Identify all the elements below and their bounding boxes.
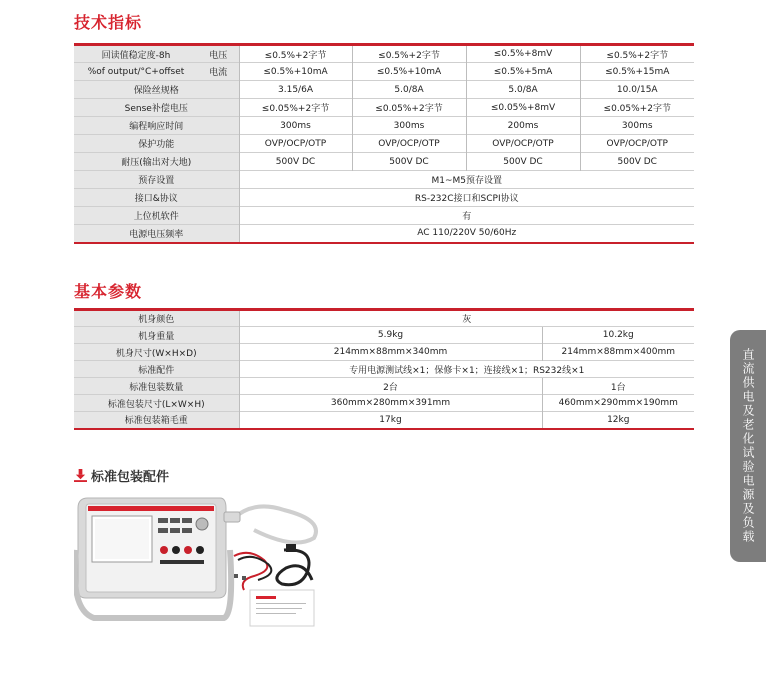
row-label: 回读值稳定度-8h — [74, 45, 198, 63]
table-row — [74, 378, 694, 395]
row-label: 接口&协议 — [74, 189, 239, 207]
table-cell: 17kg — [239, 412, 542, 429]
table-cell: ≤0.05%+8mV — [466, 99, 580, 117]
table-cell: 300ms — [580, 117, 694, 135]
table-row — [74, 207, 694, 225]
table-cell: 214mm×88mm×400mm — [542, 344, 694, 361]
table-cell: ≤0.5%+15mA — [580, 63, 694, 81]
row-label: 标准包装数量 — [74, 378, 239, 395]
table-cell: 500V DC — [239, 153, 352, 171]
table-cell: 10.0/15A — [580, 81, 694, 99]
basic-params-table — [74, 308, 694, 430]
table-row — [74, 395, 694, 412]
row-label: 保险丝规格 — [74, 81, 239, 99]
row-label: 机身重量 — [74, 327, 239, 344]
table-cell: ≤0.05%+2字节 — [352, 99, 466, 117]
package-accessories-title: 标准包装配件 — [91, 470, 170, 485]
row-label: 保护功能 — [74, 135, 239, 153]
table-cell: ≤0.05%+2字节 — [239, 99, 352, 117]
table-cell: M1~M5预存设置 — [239, 171, 694, 189]
product-accessories-photo — [74, 490, 344, 630]
table-cell: OVP/OCP/OTP — [580, 135, 694, 153]
table-row — [74, 412, 694, 429]
table-row — [74, 310, 694, 327]
table-cell: OVP/OCP/OTP — [352, 135, 466, 153]
table-cell: ≤0.5%+2字节 — [239, 45, 352, 63]
table-cell: 500V DC — [352, 153, 466, 171]
table-row — [74, 327, 694, 344]
table-cell: 有 — [239, 207, 694, 225]
table-cell: 300ms — [352, 117, 466, 135]
table-cell: ≤0.5%+10mA — [239, 63, 352, 81]
table-cell: 2台 — [239, 378, 542, 395]
table-cell: OVP/OCP/OTP — [239, 135, 352, 153]
row-label: 耐压(输出对大地) — [74, 153, 239, 171]
table-cell: 500V DC — [580, 153, 694, 171]
table-cell: 灰 — [239, 310, 694, 327]
table-row — [74, 171, 694, 189]
row-label: Sense补偿电压 — [74, 99, 239, 117]
table-cell: 5.0/8A — [352, 81, 466, 99]
row-label: 上位机软件 — [74, 207, 239, 225]
table-cell: 214mm×88mm×340mm — [239, 344, 542, 361]
table-cell: 1台 — [542, 378, 694, 395]
row-label: 机身尺寸(W×H×D) — [74, 344, 239, 361]
row-label: 标准配件 — [74, 361, 239, 378]
table-cell: 360mm×280mm×391mm — [239, 395, 542, 412]
table-cell: 5.9kg — [239, 327, 542, 344]
table-row — [74, 189, 694, 207]
download-icon — [74, 469, 87, 482]
table-row — [74, 117, 694, 135]
row-label: 编程响应时间 — [74, 117, 239, 135]
tech-spec-table — [74, 43, 694, 244]
table-cell: 12kg — [542, 412, 694, 429]
table-cell: 3.15/6A — [239, 81, 352, 99]
table-cell: ≤0.5%+5mA — [466, 63, 580, 81]
row-label: 标准包装箱毛重 — [74, 412, 239, 429]
table-cell: ≤0.5%+8mV — [466, 45, 580, 63]
table-row — [74, 344, 694, 361]
table-row — [74, 153, 694, 171]
row-label: 标准包装尺寸(L×W×H) — [74, 395, 239, 412]
table-cell: OVP/OCP/OTP — [466, 135, 580, 153]
row-label: %of output/°C+offset — [74, 63, 198, 81]
table-row — [74, 63, 694, 81]
table-row — [74, 81, 694, 99]
category-side-tab[interactable] — [730, 330, 766, 562]
table-cell: ≤0.5%+10mA — [352, 63, 466, 81]
row-sublabel: 电压 — [198, 45, 239, 63]
table-row — [74, 45, 694, 63]
row-label: 预存设置 — [74, 171, 239, 189]
category-side-tab-label: 直流供电及老化试验电源及负载 — [741, 348, 755, 544]
table-row — [74, 225, 694, 243]
table-cell: AC 110/220V 50/60Hz — [239, 225, 694, 243]
table-cell: 专用电源测试线×1；保修卡×1；连接线×1；RS232线×1 — [239, 361, 694, 378]
table-cell: RS-232C接口和SCPI协议 — [239, 189, 694, 207]
table-cell: 10.2kg — [542, 327, 694, 344]
table-cell: ≤0.05%+2字节 — [580, 99, 694, 117]
package-accessories-heading — [74, 466, 169, 485]
table-cell: ≤0.5%+2字节 — [580, 45, 694, 63]
table-cell: ≤0.5%+2字节 — [352, 45, 466, 63]
table-row — [74, 99, 694, 117]
table-cell: 500V DC — [466, 153, 580, 171]
table-cell: 460mm×290mm×190mm — [542, 395, 694, 412]
table-cell: 300ms — [239, 117, 352, 135]
table-cell: 200ms — [466, 117, 580, 135]
row-label: 电源电压频率 — [74, 225, 239, 243]
row-label: 机身颜色 — [74, 310, 239, 327]
tech-spec-title: 技术指标 — [74, 13, 143, 32]
table-cell: 5.0/8A — [466, 81, 580, 99]
table-row — [74, 135, 694, 153]
row-sublabel: 电流 — [198, 63, 239, 81]
table-row — [74, 361, 694, 378]
basic-params-title: 基本参数 — [74, 282, 143, 301]
